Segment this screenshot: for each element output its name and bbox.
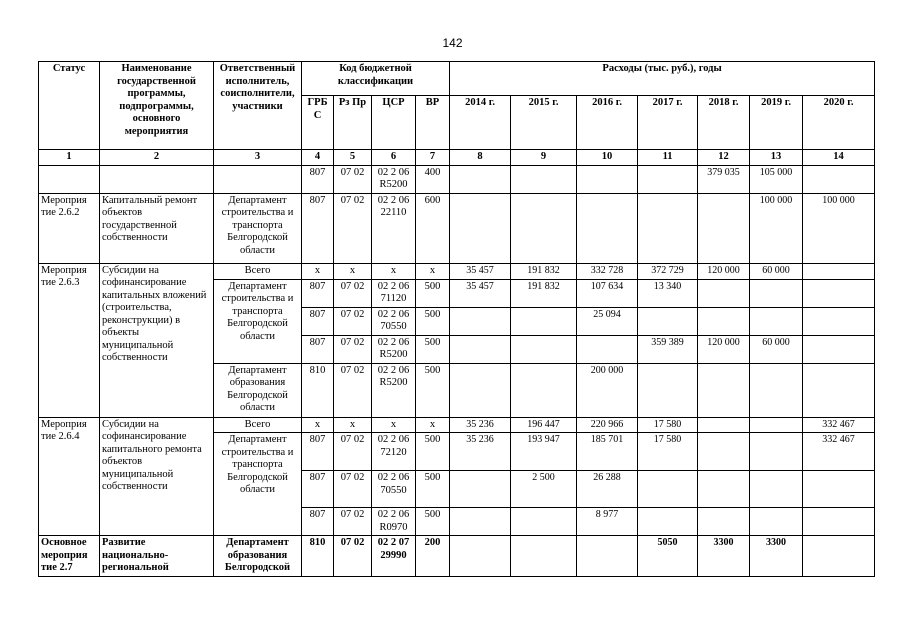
value-2016 <box>577 335 638 363</box>
value-2014 <box>450 335 511 363</box>
grbs-cell: 807 <box>302 508 334 536</box>
value-2020: 332 467 <box>803 433 875 471</box>
grbs-cell: 807 <box>302 471 334 508</box>
col-number: 7 <box>416 150 450 166</box>
header-status: Статус <box>39 62 100 150</box>
value-2020 <box>803 279 875 307</box>
budget-table <box>38 61 875 577</box>
vr-cell: х <box>416 263 450 279</box>
value-2019 <box>750 363 803 417</box>
value-2015 <box>511 193 577 263</box>
name-cell: Субсидии на софинансирование капитального ремонта объектов муниципальной собственности <box>100 417 214 536</box>
status-cell: Мероприя тие 2.6.4 <box>39 417 100 536</box>
header-year-2018: 2018 г. <box>698 96 750 150</box>
value-2018 <box>698 433 750 471</box>
vr-cell: 600 <box>416 193 450 263</box>
value-2016 <box>577 193 638 263</box>
grbs-cell: 810 <box>302 536 334 577</box>
value-2015 <box>511 307 577 335</box>
value-2014 <box>450 307 511 335</box>
header-csr: ЦСР <box>372 96 416 150</box>
value-2018 <box>698 508 750 536</box>
value-2015: 193 947 <box>511 433 577 471</box>
vr-cell: 500 <box>416 471 450 508</box>
executor-cell: Департамент строительства и транспорта Белгородской области <box>214 279 302 363</box>
value-2017 <box>638 471 698 508</box>
value-2018: 120 000 <box>698 335 750 363</box>
rzpr-cell: х <box>334 417 372 433</box>
header-vr: ВР <box>416 96 450 150</box>
col-number: 2 <box>100 150 214 166</box>
header-grbs: ГРБ С <box>302 96 334 150</box>
value-2015 <box>511 536 577 577</box>
value-2016: 25 094 <box>577 307 638 335</box>
value-2020 <box>803 363 875 417</box>
header-year-2017: 2017 г. <box>638 96 698 150</box>
grbs-cell: 807 <box>302 433 334 471</box>
value-2014 <box>450 508 511 536</box>
value-2019 <box>750 417 803 433</box>
value-2016: 200 000 <box>577 363 638 417</box>
value-2015 <box>511 165 577 193</box>
rzpr-cell: 07 02 <box>334 508 372 536</box>
value-2018 <box>698 279 750 307</box>
value-2019 <box>750 508 803 536</box>
csr-cell: 02 2 06 70550 <box>372 307 416 335</box>
vr-cell: 400 <box>416 165 450 193</box>
grbs-cell: 807 <box>302 279 334 307</box>
value-2014 <box>450 165 511 193</box>
value-2018 <box>698 193 750 263</box>
value-2017: 359 389 <box>638 335 698 363</box>
vr-cell: 200 <box>416 536 450 577</box>
value-2017 <box>638 193 698 263</box>
value-2018 <box>698 363 750 417</box>
csr-cell: 02 2 06 R0970 <box>372 508 416 536</box>
header-budget-code: Код бюджетной классификации <box>302 62 450 96</box>
value-2016: 8 977 <box>577 508 638 536</box>
value-2014 <box>450 536 511 577</box>
table-row <box>39 417 875 433</box>
value-2018: 379 035 <box>698 165 750 193</box>
executor-cell: Всего <box>214 263 302 279</box>
value-2015 <box>511 508 577 536</box>
value-2020 <box>803 263 875 279</box>
csr-cell: 02 2 06 R5200 <box>372 335 416 363</box>
col-number: 14 <box>803 150 875 166</box>
vr-cell: 500 <box>416 363 450 417</box>
value-2014 <box>450 363 511 417</box>
value-2018: 3300 <box>698 536 750 577</box>
table-row <box>39 263 875 279</box>
value-2016 <box>577 165 638 193</box>
executor-cell <box>214 165 302 193</box>
value-2019: 3300 <box>750 536 803 577</box>
executor-cell: Департамент строительства и транспорта Белгородской области <box>214 433 302 536</box>
vr-cell: х <box>416 417 450 433</box>
value-2017 <box>638 307 698 335</box>
vr-cell: 500 <box>416 433 450 471</box>
rzpr-cell: 07 02 <box>334 433 372 471</box>
value-2017: 13 340 <box>638 279 698 307</box>
value-2019 <box>750 307 803 335</box>
col-number: 13 <box>750 150 803 166</box>
executor-cell: Департамент образования Белгородской <box>214 536 302 577</box>
value-2014 <box>450 193 511 263</box>
name-cell <box>100 165 214 193</box>
value-2015: 191 832 <box>511 279 577 307</box>
value-2020 <box>803 508 875 536</box>
value-2016: 107 634 <box>577 279 638 307</box>
table-row <box>39 165 875 193</box>
value-2014: 35 236 <box>450 433 511 471</box>
value-2019 <box>750 471 803 508</box>
value-2014: 35 457 <box>450 263 511 279</box>
header-year-2014: 2014 г. <box>450 96 511 150</box>
grbs-cell: 810 <box>302 363 334 417</box>
col-number: 3 <box>214 150 302 166</box>
table-row <box>39 536 875 577</box>
rzpr-cell: 07 02 <box>334 193 372 263</box>
name-cell: Развитие национально-региональной <box>100 536 214 577</box>
csr-cell: х <box>372 417 416 433</box>
executor-cell: Департамент образования Белгородской области <box>214 363 302 417</box>
col-number: 5 <box>334 150 372 166</box>
grbs-cell: х <box>302 263 334 279</box>
value-2016: 26 288 <box>577 471 638 508</box>
value-2014 <box>450 471 511 508</box>
value-2018 <box>698 471 750 508</box>
value-2015 <box>511 363 577 417</box>
vr-cell: 500 <box>416 279 450 307</box>
value-2020 <box>803 335 875 363</box>
status-cell: Мероприя тие 2.6.3 <box>39 263 100 417</box>
value-2019: 105 000 <box>750 165 803 193</box>
header-executor: Ответственный исполнитель, соисполнители, участники <box>214 62 302 150</box>
value-2019 <box>750 433 803 471</box>
value-2018: 120 000 <box>698 263 750 279</box>
value-2020 <box>803 536 875 577</box>
value-2015 <box>511 335 577 363</box>
name-cell: Субсидии на софинансирование капитальных вложений (строительства, реконструкции) в объекты муниципальной собственности <box>100 263 214 417</box>
col-number: 9 <box>511 150 577 166</box>
value-2020 <box>803 165 875 193</box>
value-2017: 372 729 <box>638 263 698 279</box>
value-2017: 17 580 <box>638 417 698 433</box>
executor-cell: Всего <box>214 417 302 433</box>
value-2017: 17 580 <box>638 433 698 471</box>
value-2014: 35 457 <box>450 279 511 307</box>
rzpr-cell: 07 02 <box>334 536 372 577</box>
col-number: 11 <box>638 150 698 166</box>
col-number: 10 <box>577 150 638 166</box>
header-year-2015: 2015 г. <box>511 96 577 150</box>
grbs-cell: 807 <box>302 307 334 335</box>
value-2020 <box>803 471 875 508</box>
col-number: 8 <box>450 150 511 166</box>
grbs-cell: х <box>302 417 334 433</box>
rzpr-cell: 07 02 <box>334 279 372 307</box>
value-2016 <box>577 536 638 577</box>
grbs-cell: 807 <box>302 165 334 193</box>
value-2016: 185 701 <box>577 433 638 471</box>
value-2015: 2 500 <box>511 471 577 508</box>
vr-cell: 500 <box>416 307 450 335</box>
status-cell <box>39 165 100 193</box>
header-name: Наименование государственной программы, подпрограммы, основного мероприятия <box>100 62 214 150</box>
csr-cell: 02 2 06 72120 <box>372 433 416 471</box>
value-2014: 35 236 <box>450 417 511 433</box>
value-2019: 60 000 <box>750 335 803 363</box>
col-number: 1 <box>39 150 100 166</box>
value-2019: 60 000 <box>750 263 803 279</box>
value-2018 <box>698 417 750 433</box>
csr-cell: 02 2 07 29990 <box>372 536 416 577</box>
csr-cell: х <box>372 263 416 279</box>
csr-cell: 02 2 06 R5200 <box>372 165 416 193</box>
value-2016: 332 728 <box>577 263 638 279</box>
col-number: 12 <box>698 150 750 166</box>
rzpr-cell: 07 02 <box>334 307 372 335</box>
name-cell: Капитальный ремонт объектов государственной собственности <box>100 193 214 263</box>
executor-cell: Департамент строительства и транспорта Белгородской области <box>214 193 302 263</box>
rzpr-cell: х <box>334 263 372 279</box>
value-2018 <box>698 307 750 335</box>
value-2015: 191 832 <box>511 263 577 279</box>
value-2017 <box>638 165 698 193</box>
header-expenses: Расходы (тыс. руб.), годы <box>450 62 875 96</box>
grbs-cell: 807 <box>302 335 334 363</box>
csr-cell: 02 2 06 22110 <box>372 193 416 263</box>
rzpr-cell: 07 02 <box>334 165 372 193</box>
rzpr-cell: 07 02 <box>334 335 372 363</box>
csr-cell: 02 2 06 70550 <box>372 471 416 508</box>
col-number: 6 <box>372 150 416 166</box>
header-year-2016: 2016 г. <box>577 96 638 150</box>
header-year-2020: 2020 г. <box>803 96 875 150</box>
value-2020: 332 467 <box>803 417 875 433</box>
value-2017 <box>638 508 698 536</box>
value-2019: 100 000 <box>750 193 803 263</box>
grbs-cell: 807 <box>302 193 334 263</box>
vr-cell: 500 <box>416 508 450 536</box>
value-2016: 220 966 <box>577 417 638 433</box>
value-2017: 5050 <box>638 536 698 577</box>
vr-cell: 500 <box>416 335 450 363</box>
table-row <box>39 193 875 263</box>
csr-cell: 02 2 06 71120 <box>372 279 416 307</box>
rzpr-cell: 07 02 <box>334 363 372 417</box>
value-2019 <box>750 279 803 307</box>
header-rzpr: Рз Пр <box>334 96 372 150</box>
status-cell: Основное мероприя тие 2.7 <box>39 536 100 577</box>
rzpr-cell: 07 02 <box>334 471 372 508</box>
status-cell: Мероприя тие 2.6.2 <box>39 193 100 263</box>
page-number: 142 <box>442 36 463 50</box>
csr-cell: 02 2 06 R5200 <box>372 363 416 417</box>
header-year-2019: 2019 г. <box>750 96 803 150</box>
value-2015: 196 447 <box>511 417 577 433</box>
value-2020 <box>803 307 875 335</box>
value-2017 <box>638 363 698 417</box>
col-number: 4 <box>302 150 334 166</box>
value-2020: 100 000 <box>803 193 875 263</box>
